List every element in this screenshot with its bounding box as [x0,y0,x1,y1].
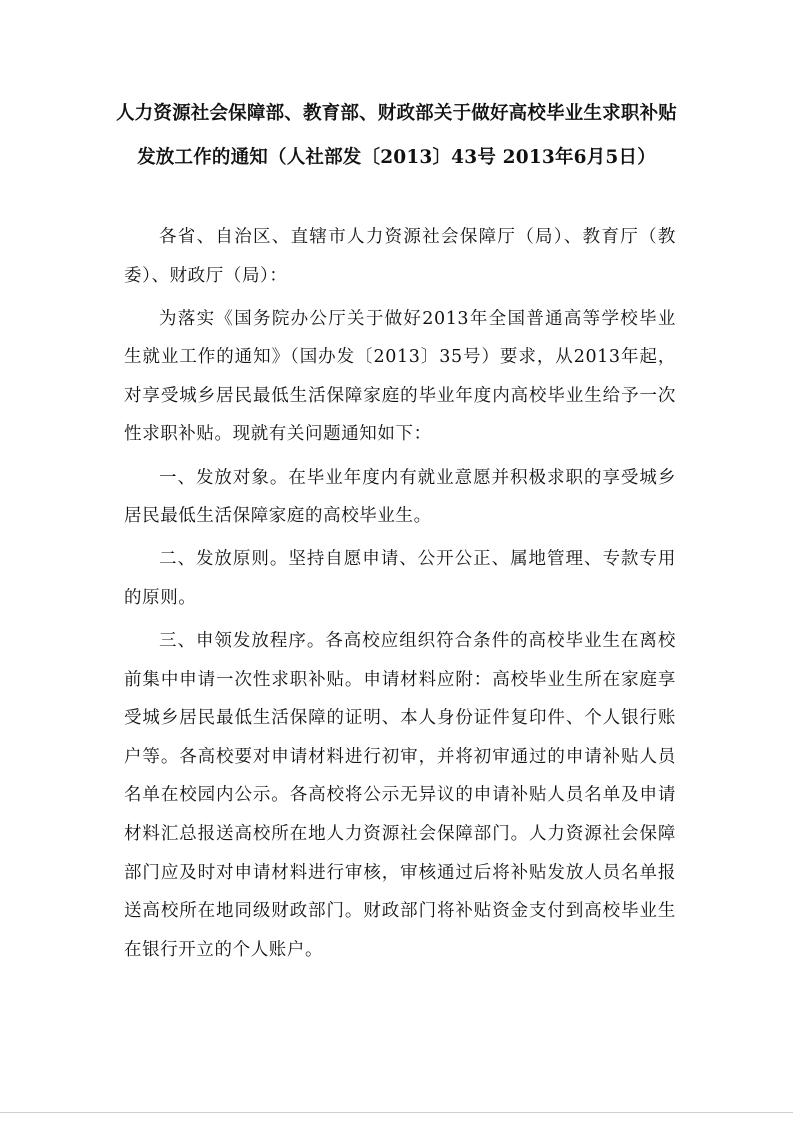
section-2-paragraph: 二、发放原则。坚持自愿申请、公开公正、属地管理、专款专用的原则。 [124,549,676,608]
document-body [124,218,676,974]
page-bottom-divider [0,1112,793,1113]
title-line-2: 发放工作的通知（人社部发〔2013〕43号 2013年6月5日） [137,147,656,168]
salutation-paragraph: 各省、自治区、直辖市人力资源社会保障厅（局）、教育厅（教委）、财政厅（局）： [124,227,676,286]
document-title [100,92,693,180]
title-line-1: 人力资源社会保障部、教育部、财政部关于做好高校毕业生求职补贴 [115,103,677,124]
section-3-paragraph: 三、申领发放程序。各高校应组织符合条件的高校毕业生在离校前集中申请一次性求职补贴。申请材料应附：高校毕业生所在家庭享受城乡居民最低生活保障的证明、本人身份证件复印件、个人银行账户等。各高校要对申请材料进行初审，并将初审通过的申请补贴人员名单在校园内公示。各高校将公示无异议的申请补贴人员名单及申请材料汇总报送高校所在地人力资源社会保障部门。人力资源社会保障部门应及时对申请材料进行审核，审核通过后将补贴发放人员名单报送高校所在地同级财政部门。财政部门将补贴资金支付到高校毕业生在银行开立的个人账户。 [124,630,676,960]
section-1-paragraph: 一、发放对象。在毕业年度内有就业意愿并积极求职的享受城乡居民最低生活保障家庭的高校毕业生。 [124,467,676,527]
intro-paragraph: 为落实《国务院办公厅关于做好2013年全国普通高等学校毕业生就业工作的通知》（国办发〔2013〕35号）要求，从2013年起，对享受城乡居民最低生活保障家庭的毕业年度内高校毕业生给予一次性求职补贴。现就有关问题通知如下： [124,308,676,445]
